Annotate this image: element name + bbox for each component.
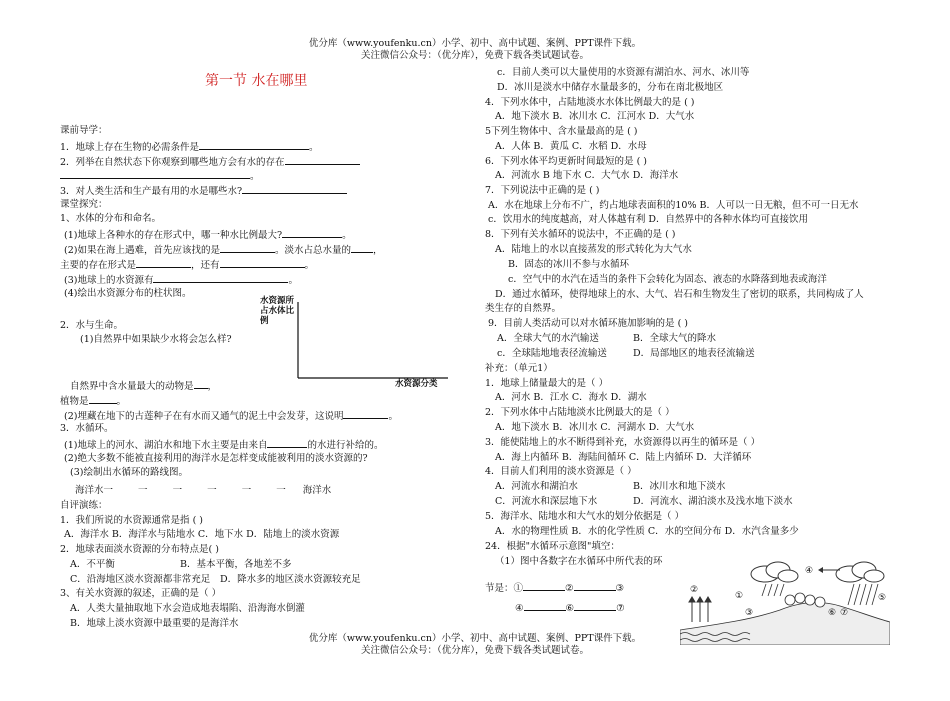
r-q8-opt-c: c．空气中的水汽在适当的条件下会转化为固态、液态的水降落到地表或海洋 bbox=[508, 274, 827, 285]
q-1-2: (2)如果在海上遇难，首先应该找的是 。淡水占总水量的 ， bbox=[64, 242, 383, 257]
q-pre-2: 2．列举在自然状态下你观察到哪些地方会有水的存在 bbox=[60, 154, 360, 169]
sec-3-heading: 3．水循环。 bbox=[60, 423, 114, 434]
st-q2-opt-d: D．降水多的地区淡水资源较充足 bbox=[220, 574, 361, 585]
s-q1: 1．地球上储量最大的是（ ） bbox=[485, 378, 609, 389]
diagram-label-7: ⑦ bbox=[840, 608, 849, 618]
diagram-label-4: ④ bbox=[805, 566, 814, 576]
st-q1-options: A．海洋水 B．海洋水与陆地水 C．地下水 D．陆地上的淡水资源 bbox=[64, 529, 340, 540]
cloud-icon-left bbox=[751, 562, 798, 582]
q-1-2-cont: 主要的存在形式是 ，还有 。 bbox=[60, 257, 314, 272]
r-q7-opt-cd: c．饮用水的纯度越高，对人体越有利 D．自然界中的各种水体均可直接饮用 bbox=[488, 214, 808, 225]
diagram-label-1: ① bbox=[735, 591, 744, 601]
pre-study-heading: 课前导学： bbox=[60, 125, 108, 136]
r-q9-opt-d: D．局部地区的地表径流输送 bbox=[633, 348, 755, 359]
diagram-label-3: ③ bbox=[745, 608, 754, 618]
header-line-2: 关注微信公众号：（优分库），免费下载各类试题试卷。 bbox=[360, 50, 589, 61]
sec-1-heading: 1、水体的分布和命名。 bbox=[60, 213, 162, 224]
r-q9: 9．目前人类活动可以对水循环施加影响的是 ( ) bbox=[488, 318, 688, 329]
chart-x-axis-label: 水资源分类 bbox=[395, 379, 438, 389]
st-q3-opt-b: B．地球上淡水资源中最重要的是海洋水 bbox=[70, 618, 239, 629]
r-q3-opt-d: D．冰川是淡水中储存水量最多的，分布在南北极地区 bbox=[497, 82, 724, 93]
r-q4-options: A．地下淡水 B．冰川水 C．江河水 D．大气水 bbox=[495, 111, 695, 122]
r-q4: 4．下列水体中，占陆地淡水水体比例最大的是 ( ) bbox=[485, 97, 695, 108]
st-q3: 3、有关水资源的叙述，正确的是（ ） bbox=[60, 588, 222, 599]
r-q7: 7．下列说法中正确的是 ( ) bbox=[485, 185, 600, 196]
r-q8-opt-a: A．陆地上的水以直接蒸发的形式转化为大气水 bbox=[495, 244, 692, 255]
footer-line-2: 关注微信公众号：（优分库），免费下载各类试题试卷。 bbox=[360, 645, 589, 656]
r-q3-opt-c: c．目前人类可以大量使用的水资源有湖泊水、河水、冰川等 bbox=[497, 67, 750, 78]
r-q9-opt-c: c．全球陆地地表径流输送 bbox=[497, 348, 607, 359]
s-q1-options: A．河水 B．江水 C．海水 D．湖水 bbox=[495, 392, 647, 403]
s-q4-opt-d: D．河流水、湖泊淡水及浅水地下淡水 bbox=[633, 496, 793, 507]
s-q3: 3．能使陆地上的水不断得到补充，水资源得以再生的循环是（ ） bbox=[485, 437, 761, 448]
r-q7-opt-ab: A．水在地球上分布不广，约占地球表面积的10% B．人可以一日无粮，但不可一日无水 bbox=[488, 200, 859, 211]
q-3-2: (2)绝大多数不能被直接利用的海洋水是怎样变成能被利用的淡水资源的? bbox=[64, 453, 368, 464]
q-2-plant: 植物是 。 bbox=[60, 393, 126, 408]
s-q24: 24．根据"水循环示意图"填空： bbox=[485, 541, 620, 552]
evaporation-arrows bbox=[689, 597, 711, 622]
diagram-label-5: ⑤ bbox=[878, 593, 887, 603]
r-q9-opt-a: A．全球大气的水汽输送 bbox=[497, 333, 599, 344]
explore-heading: 课堂探究： bbox=[60, 199, 108, 210]
st-q2-opt-c: C．沿海地区淡水资源都非常充足 bbox=[70, 574, 211, 585]
chart-y-axis-label: 水资源所占水体比例 bbox=[260, 296, 295, 326]
q-1-1: (1)地球上各种水的存在形式中，哪一种水比例最大? 。 bbox=[64, 227, 352, 242]
cloud-icon-right bbox=[836, 562, 884, 582]
diagram-label-6: ⑥ bbox=[828, 608, 837, 618]
s-q5-options: A．水的物理性质 B．水的化学性质 C．水的空间分布 D．水汽含量多少 bbox=[495, 526, 799, 537]
r-q5-options: A．人体 B．黄瓜 C．水稻 D．水母 bbox=[495, 141, 647, 152]
r-q6-options: A．河流水 B 地下水 C．大气水 D．海洋水 bbox=[495, 170, 679, 181]
s-q5: 5．海洋水、陆地水和大气水的划分依据是（ ） bbox=[485, 511, 685, 522]
blanks-row-2: ④ ⑥ ⑦ bbox=[515, 600, 625, 615]
r-q8-opt-d: D．通过水循环，使得地球上的水、大气、岩石和生物发生了密切的联系，共同构成了人 bbox=[495, 289, 864, 300]
s-q4-opt-b: B．冰川水和地下淡水 bbox=[633, 481, 726, 492]
s-q24-1: （1）图中各数字在水循环中所代表的环 bbox=[495, 556, 663, 567]
st-q3-opt-a: A．人类大量抽取地下水会造成地表塌陷、沿海海水倒灌 bbox=[70, 603, 305, 614]
r-q6: 6．下列水体平均更新时间最短的是 ( ) bbox=[485, 156, 647, 167]
page-title: 第一节 水在哪里 bbox=[205, 73, 308, 89]
self-test-heading: 自评演练： bbox=[60, 500, 108, 511]
q-2-1: (1)自然界中如果缺少水将会怎么样? bbox=[80, 334, 232, 345]
r-q5: 5下列生物体中、含水量最高的是 ( ) bbox=[485, 126, 638, 137]
st-q1: 1．我们所说的水资源通常是指 ( ) bbox=[60, 515, 203, 526]
diagram-label-2: ② bbox=[690, 585, 699, 595]
supplement-heading: 补充：（单元1） bbox=[485, 363, 553, 374]
s-q4: 4．目前人们利用的淡水资源是（ ） bbox=[485, 466, 637, 477]
footer-line-1: 优分库（www.youfenku.cn）小学、初中、高中试题、案例、PPT课件下载。 bbox=[308, 633, 642, 644]
r-q8: 8．下列有关水循环的说法中，不正确的是 ( ) bbox=[485, 229, 676, 240]
q-2-animal: 自然界中含水量最大的动物是 ， bbox=[70, 378, 217, 393]
s-q2-options: A．地下淡水 B．冰川水 C．河湖水 D．大气水 bbox=[495, 422, 695, 433]
sec-2-heading: 2．水与生命。 bbox=[60, 320, 124, 331]
st-q2-opt-a: A．不平衡 bbox=[70, 559, 115, 570]
s-q3-options: A．海上内循环 B．海陆间循环 C．陆上内循环 D．大洋循环 bbox=[495, 452, 752, 463]
st-q2: 2．地球表面淡水资源的分布特点是( ) bbox=[60, 544, 219, 555]
q-3-1: (1)地球上的河水、湖泊水和地下水主要是由来自 的水进行补给的。 bbox=[64, 437, 383, 452]
q-3-3: (3)绘制出水循环的路线图。 bbox=[70, 467, 188, 478]
q-2-2: (2)埋藏在地下的古莲种子在有水而又通气的泥土中会发芽，这说明 。 bbox=[64, 408, 398, 423]
s-q2: 2．下列水体中占陆地淡水比例最大的是（ ） bbox=[485, 407, 675, 418]
q-1-3: (3)地球上的水资源有 。 bbox=[64, 272, 298, 287]
s-q4-opt-a: A．河流水和湖泊水 bbox=[495, 481, 578, 492]
st-q2-opt-b: B．基本平衡，各地差不多 bbox=[180, 559, 292, 570]
header-line-1: 优分库（www.youfenku.cn）小学、初中、高中试题、案例、PPT课件下载。 bbox=[308, 38, 642, 49]
q-pre-2-line: 。 bbox=[60, 168, 260, 183]
q-1-4: (4)绘出水资源分布的柱状图。 bbox=[64, 288, 192, 299]
r-q8-opt-d-cont: 类生存的自然界。 bbox=[485, 303, 562, 314]
cycle-route-line: 海洋水一 一 一 一 一 一 海洋水 bbox=[75, 485, 332, 496]
blanks-row-1: 节是：① ② ③ bbox=[485, 580, 624, 595]
rain-lines-right bbox=[848, 584, 878, 605]
s-q4-opt-c: C．河流水和深层地下水 bbox=[495, 496, 598, 507]
rain-lines-left bbox=[762, 584, 784, 596]
r-q9-opt-b: B．全球大气的降水 bbox=[633, 333, 716, 344]
blank-chart-frame bbox=[290, 298, 450, 383]
q-pre-3: 3．对人类生活和生产最有用的水是哪些水? bbox=[60, 183, 347, 198]
q-pre-1: 1．地球上存在生物的必需条件是 。 bbox=[60, 139, 319, 154]
r-q8-opt-b: B．固态的冰川不参与水循环 bbox=[508, 259, 629, 270]
